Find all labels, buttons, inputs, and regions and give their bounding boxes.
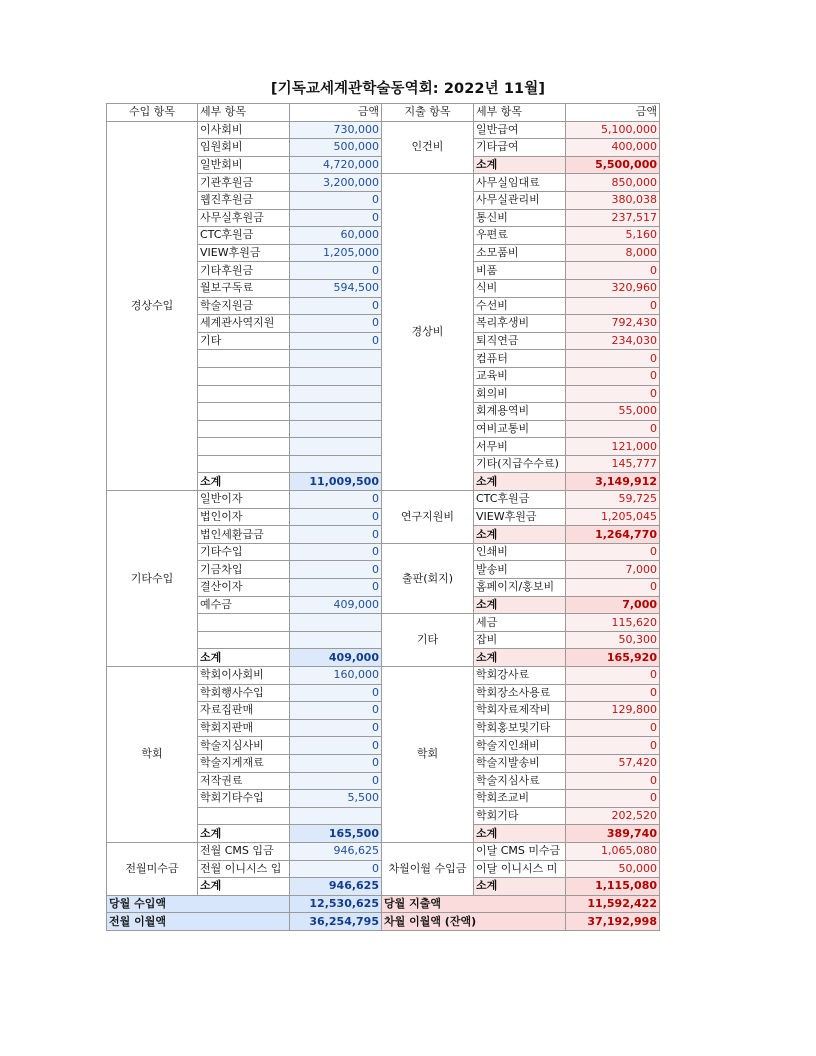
- expense-category-cell: 차월이월 수입금: [382, 842, 474, 895]
- income-item-amount: 0: [290, 209, 382, 227]
- income-item-label: 일반회비: [198, 156, 290, 174]
- expense-item-label: 학회조교비: [474, 790, 566, 808]
- expense-item-amount: 0: [566, 790, 660, 808]
- totals-row: [107, 895, 660, 913]
- income-item-label: 사무실후원금: [198, 209, 290, 227]
- expense-category-cell: 학회: [382, 667, 474, 843]
- expense-item-amount: 145,777: [566, 455, 660, 473]
- income-item-label: 예수금: [198, 596, 290, 614]
- header-expense-category: 지출 항목: [382, 104, 474, 122]
- expense-item-label: 학회장소사용료: [474, 684, 566, 702]
- expense-item-label: 학술지심사료: [474, 772, 566, 790]
- expense-item-amount: 0: [566, 579, 660, 597]
- income-item-label: VIEW후원금: [198, 244, 290, 262]
- expense-category-cell: 연구지원비: [382, 491, 474, 544]
- expense-item-label: 컴퓨터: [474, 350, 566, 368]
- income-subtotal-amount: 165,500: [290, 825, 382, 843]
- expense-item-amount: 55,000: [566, 403, 660, 421]
- income-item-label: 결산이자: [198, 579, 290, 597]
- expense-item-label: 학회기타: [474, 807, 566, 825]
- header-income-amount: 금액: [290, 104, 382, 122]
- expense-category-cell: 인건비: [382, 121, 474, 174]
- expense-item-label: 이달 이니시스 미: [474, 860, 566, 878]
- income-subtotal-amount: 409,000: [290, 649, 382, 667]
- income-item-label: 기관후원금: [198, 174, 290, 192]
- income-item-amount: 0: [290, 860, 382, 878]
- ledger-body: [107, 104, 660, 931]
- income-item-label: [198, 438, 290, 456]
- ledger-table: [106, 103, 660, 931]
- income-subtotal-label: 소계: [198, 878, 290, 896]
- expense-item-label: 수선비: [474, 297, 566, 315]
- income-category-cell: 학회: [107, 667, 198, 843]
- income-item-amount: 1,205,000: [290, 244, 382, 262]
- total-value-month_income: 12,530,625: [290, 895, 382, 913]
- expense-item-label: 서무비: [474, 438, 566, 456]
- income-item-amount: [290, 367, 382, 385]
- table-row: [107, 667, 660, 685]
- income-item-label: 웹진후원금: [198, 191, 290, 209]
- totals-row: [107, 913, 660, 931]
- expense-item-label: 여비교통비: [474, 420, 566, 438]
- expense-item-label: 홈페이지/홍보비: [474, 579, 566, 597]
- income-item-label: 일반이자: [198, 491, 290, 509]
- expense-item-label: 사무실임대료: [474, 174, 566, 192]
- expense-item-label: 복리후생비: [474, 315, 566, 333]
- income-item-label: 기타후원금: [198, 262, 290, 280]
- income-item-amount: [290, 807, 382, 825]
- expense-item-label: 퇴직연금: [474, 332, 566, 350]
- expense-item-label: VIEW후원금: [474, 508, 566, 526]
- expense-item-amount: 0: [566, 772, 660, 790]
- header-expense-item: 세부 항목: [474, 104, 566, 122]
- expense-category-cell: 기타: [382, 614, 474, 667]
- total-label-month_income_label: 당월 수입액: [107, 895, 290, 913]
- expense-item-amount: 380,038: [566, 191, 660, 209]
- expense-item-label: 기타(지급수수료): [474, 455, 566, 473]
- expense-subtotal-amount: 165,920: [566, 649, 660, 667]
- income-item-amount: 946,625: [290, 842, 382, 860]
- expense-item-label: 비품: [474, 262, 566, 280]
- income-item-amount: 0: [290, 754, 382, 772]
- expense-item-amount: 115,620: [566, 614, 660, 632]
- income-item-amount: [290, 455, 382, 473]
- header-income-item: 세부 항목: [198, 104, 290, 122]
- expense-item-amount: 850,000: [566, 174, 660, 192]
- total-value-next_carry: 37,192,998: [566, 913, 660, 931]
- income-item-amount: 0: [290, 526, 382, 544]
- income-item-amount: 0: [290, 191, 382, 209]
- income-item-label: 학술지원금: [198, 297, 290, 315]
- income-item-amount: 0: [290, 684, 382, 702]
- header-income-category: 수입 항목: [107, 104, 198, 122]
- income-item-label: [198, 385, 290, 403]
- income-item-label: 학회행사수입: [198, 684, 290, 702]
- expense-item-label: 잡비: [474, 631, 566, 649]
- income-item-label: 법인이자: [198, 508, 290, 526]
- income-item-amount: [290, 438, 382, 456]
- income-item-label: 기타: [198, 332, 290, 350]
- expense-item-amount: 1,205,045: [566, 508, 660, 526]
- income-item-label: 법인세환급금: [198, 526, 290, 544]
- income-item-amount: 0: [290, 262, 382, 280]
- total-value-prev_carry: 36,254,795: [290, 913, 382, 931]
- expense-subtotal-amount: 5,500,000: [566, 156, 660, 174]
- expense-item-amount: 50,000: [566, 860, 660, 878]
- expense-item-label: 소모품비: [474, 244, 566, 262]
- income-item-amount: [290, 403, 382, 421]
- expense-item-label: 회계용역비: [474, 403, 566, 421]
- expense-item-amount: 0: [566, 297, 660, 315]
- expense-item-amount: 0: [566, 684, 660, 702]
- expense-item-label: 세금: [474, 614, 566, 632]
- income-item-label: [198, 614, 290, 632]
- income-item-amount: 0: [290, 719, 382, 737]
- income-item-label: CTC후원금: [198, 227, 290, 245]
- expense-item-amount: 121,000: [566, 438, 660, 456]
- expense-item-amount: 0: [566, 385, 660, 403]
- income-item-label: [198, 350, 290, 368]
- expense-item-amount: 1,065,080: [566, 842, 660, 860]
- expense-item-amount: 0: [566, 737, 660, 755]
- expense-item-label: 기타급여: [474, 139, 566, 157]
- income-item-label: 기타수입: [198, 543, 290, 561]
- income-subtotal-label: 소계: [198, 825, 290, 843]
- total-label-prev_carry_label: 전월 이월액: [107, 913, 290, 931]
- expense-item-amount: 234,030: [566, 332, 660, 350]
- income-category-cell: 전월미수금: [107, 842, 198, 895]
- income-item-label: 이사회비: [198, 121, 290, 139]
- expense-item-amount: 5,100,000: [566, 121, 660, 139]
- expense-subtotal-amount: 3,149,912: [566, 473, 660, 491]
- expense-subtotal-label: 소계: [474, 596, 566, 614]
- income-item-label: 학회지판매: [198, 719, 290, 737]
- expense-item-label: 식비: [474, 279, 566, 297]
- expense-subtotal-amount: 1,264,770: [566, 526, 660, 544]
- expense-subtotal-label: 소계: [474, 156, 566, 174]
- income-item-amount: 594,500: [290, 279, 382, 297]
- income-item-amount: 60,000: [290, 227, 382, 245]
- income-item-amount: 3,200,000: [290, 174, 382, 192]
- expense-item-amount: 5,160: [566, 227, 660, 245]
- income-item-label: 학회이사회비: [198, 667, 290, 685]
- expense-item-amount: 400,000: [566, 139, 660, 157]
- income-item-amount: [290, 420, 382, 438]
- expense-subtotal-amount: 1,115,080: [566, 878, 660, 896]
- expense-item-amount: 129,800: [566, 702, 660, 720]
- expense-item-amount: 0: [566, 719, 660, 737]
- income-item-amount: [290, 350, 382, 368]
- income-subtotal-label: 소계: [198, 473, 290, 491]
- income-item-amount: 0: [290, 491, 382, 509]
- expense-item-amount: 237,517: [566, 209, 660, 227]
- expense-item-label: 이달 CMS 미수금: [474, 842, 566, 860]
- expense-subtotal-amount: 7,000: [566, 596, 660, 614]
- total-value-month_expense: 11,592,422: [566, 895, 660, 913]
- income-item-amount: 0: [290, 579, 382, 597]
- income-item-amount: 500,000: [290, 139, 382, 157]
- expense-item-amount: 50,300: [566, 631, 660, 649]
- income-item-label: 저작권료: [198, 772, 290, 790]
- table-row: [107, 491, 660, 509]
- expense-item-label: 우편료: [474, 227, 566, 245]
- income-item-amount: 730,000: [290, 121, 382, 139]
- expense-item-label: 발송비: [474, 561, 566, 579]
- income-item-label: 월보구독료: [198, 279, 290, 297]
- income-item-label: 자료집판매: [198, 702, 290, 720]
- income-item-label: 전월 CMS 입금: [198, 842, 290, 860]
- expense-category-cell: 경상비: [382, 174, 474, 491]
- income-item-label: 임원회비: [198, 139, 290, 157]
- expense-item-amount: 202,520: [566, 807, 660, 825]
- income-item-label: 학회기타수입: [198, 790, 290, 808]
- income-item-label: 전월 이니시스 입: [198, 860, 290, 878]
- income-item-amount: 0: [290, 702, 382, 720]
- header-expense-amount: 금액: [566, 104, 660, 122]
- expense-item-amount: 0: [566, 262, 660, 280]
- expense-item-label: 학술지인쇄비: [474, 737, 566, 755]
- expense-item-label: CTC후원금: [474, 491, 566, 509]
- income-item-label: 학술지심사비: [198, 737, 290, 755]
- income-item-amount: 0: [290, 561, 382, 579]
- income-item-amount: 4,720,000: [290, 156, 382, 174]
- expense-item-amount: 7,000: [566, 561, 660, 579]
- income-item-label: 기금차입: [198, 561, 290, 579]
- expense-subtotal-label: 소계: [474, 878, 566, 896]
- income-item-amount: 0: [290, 315, 382, 333]
- table-row: [107, 842, 660, 860]
- income-category-cell: 기타수입: [107, 491, 198, 667]
- expense-item-amount: 0: [566, 543, 660, 561]
- expense-item-amount: 57,420: [566, 754, 660, 772]
- income-item-amount: [290, 631, 382, 649]
- expense-item-amount: 0: [566, 350, 660, 368]
- expense-item-amount: 8,000: [566, 244, 660, 262]
- expense-item-amount: 0: [566, 420, 660, 438]
- expense-item-amount: 0: [566, 367, 660, 385]
- income-item-label: [198, 631, 290, 649]
- expense-item-label: 통신비: [474, 209, 566, 227]
- expense-item-label: 사무실관리비: [474, 191, 566, 209]
- income-item-amount: 160,000: [290, 667, 382, 685]
- income-subtotal-amount: 11,009,500: [290, 473, 382, 491]
- expense-item-label: 교육비: [474, 367, 566, 385]
- expense-item-label: 회의비: [474, 385, 566, 403]
- income-subtotal-amount: 946,625: [290, 878, 382, 896]
- income-item-label: [198, 420, 290, 438]
- income-item-amount: 0: [290, 332, 382, 350]
- income-item-amount: 0: [290, 297, 382, 315]
- expense-item-label: 인쇄비: [474, 543, 566, 561]
- income-category-cell: 경상수입: [107, 121, 198, 490]
- income-item-amount: 0: [290, 737, 382, 755]
- income-subtotal-label: 소계: [198, 649, 290, 667]
- expense-subtotal-label: 소계: [474, 526, 566, 544]
- income-item-label: [198, 455, 290, 473]
- table-row: [107, 121, 660, 139]
- income-item-amount: 5,500: [290, 790, 382, 808]
- income-item-label: [198, 403, 290, 421]
- income-item-amount: 0: [290, 543, 382, 561]
- expense-item-label: 학회홍보및기타: [474, 719, 566, 737]
- expense-category-cell: 출판(회지): [382, 543, 474, 613]
- income-item-amount: [290, 385, 382, 403]
- expense-item-label: 학회강사료: [474, 667, 566, 685]
- expense-item-amount: 59,725: [566, 491, 660, 509]
- income-item-label: 학술지게재료: [198, 754, 290, 772]
- income-item-amount: 0: [290, 508, 382, 526]
- income-item-amount: 0: [290, 772, 382, 790]
- expense-item-amount: 0: [566, 667, 660, 685]
- page-title: [기독교세계관학술동역회: 2022년 11월]: [270, 81, 546, 97]
- expense-subtotal-label: 소계: [474, 649, 566, 667]
- expense-item-label: 학술지발송비: [474, 754, 566, 772]
- expense-subtotal-label: 소계: [474, 473, 566, 491]
- expense-item-amount: 320,960: [566, 279, 660, 297]
- income-item-label: [198, 367, 290, 385]
- income-item-label: 세계관사역지원: [198, 315, 290, 333]
- expense-subtotal-amount: 389,740: [566, 825, 660, 843]
- expense-item-amount: 792,430: [566, 315, 660, 333]
- income-item-amount: 409,000: [290, 596, 382, 614]
- expense-item-label: 일반급여: [474, 121, 566, 139]
- total-label-month_expense_label: 당월 지출액: [382, 895, 566, 913]
- expense-subtotal-label: 소계: [474, 825, 566, 843]
- expense-item-label: 학회자료제작비: [474, 702, 566, 720]
- header-row: [107, 104, 660, 122]
- income-item-label: [198, 807, 290, 825]
- income-item-amount: [290, 614, 382, 632]
- total-label-next_carry_label: 차월 이월액 (잔액): [382, 913, 566, 931]
